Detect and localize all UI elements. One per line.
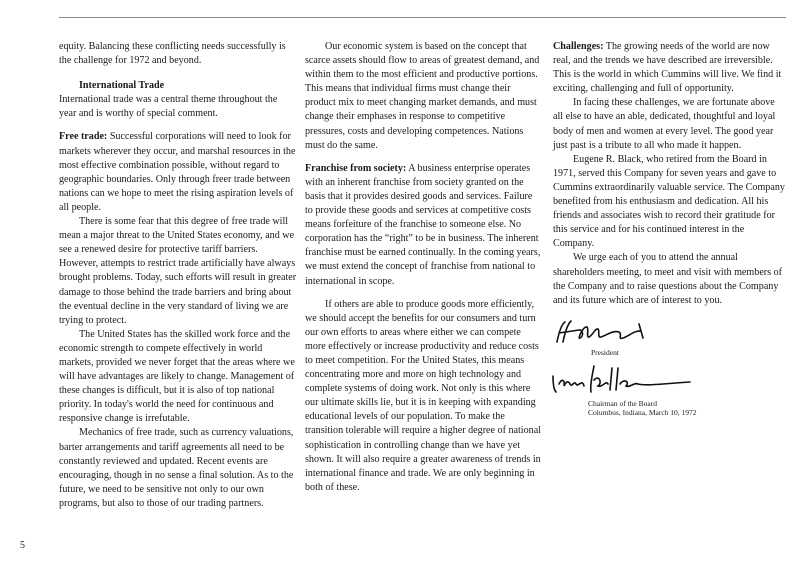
chairman-title-line: Chairman of the Board (588, 398, 657, 408)
page-number: 5 (20, 540, 25, 551)
paragraph (59, 130, 297, 215)
run-in-heading: Challenges: (553, 41, 604, 52)
paragraph (553, 40, 787, 96)
paragraph: Mechanics of free trade, such as currency valuations, barter arrangements and tariff agreements all need to be constantly reviewed and updated. Recent events are encouraging, though in no sense a final solution. As to the future, we need to be sensitive not only to our own programs, but also to those of our trading partners. (59, 427, 294, 509)
signature-block (553, 316, 787, 456)
paragraph: If others are able to produce goods more efficiently, we should accept the benefits for our consumers and turn our own efforts to areas where either we can compete more effectively or increase productivity and reduce costs to meet competition. For the United States, this means concentrating more and more on high technology and complete systems of doing work. Not only is this where our ultimate skills lie, but it is in keeping with expanding educational levels of our population. To make the transition tolerable will require a higher degree of national sophistication in controlling change than we have yet shown. It will also require a greater awareness of trends in international finance and trade. We are only beginning in both of these. (305, 298, 541, 493)
paragraph: We urge each of you to attend the annual shareholders meeting, to meet and visit with members of the Company and to raise questions about the Company and its future which are of interest to you. (553, 252, 783, 306)
paragraph: In facing these challenges, we are fortunate above all else to have an able, dedicated, thoughtful and loyal body of men and women at every level. The good year just past is a tribute to all who made it happen. (553, 97, 776, 151)
president-title: President (591, 347, 619, 357)
paragraph-text: Successful corporations will need to look for markets wherever they occur, and marshal resources in the most effective combination possible, without regard to geographic boundaries. Only through freer trade between nations can we hope to meet the rising aspiration levels of all people. (59, 131, 296, 213)
paragraph: International trade was a central theme throughout the year and is worthy of special comment. (59, 94, 278, 120)
paragraph-text: The growing needs of the world are now real, and the trends we have described are irreversible. This is the world in which Cummins will live. We find it exciting, challenging and full of opportunity. (553, 41, 782, 95)
paragraph (305, 162, 541, 289)
president-signature-icon (553, 318, 663, 346)
paragraph: The United States has the skilled work force and the economic strength to compete effectively in world markets, provided we never forget that the areas where we will have advantages are likely to change. Management of these changes is difficult, but it is also of top national priority. In today's world the need for continuous and responsive change is irrefutable. (59, 328, 295, 425)
run-in-heading: Franchise from society: (305, 162, 407, 174)
column-2 (305, 40, 541, 495)
column-3 (553, 40, 787, 456)
paragraph: Our economic system is based on the concept that scarce assets should flow to areas of greatest demand, and within them to the most efficient and productive portions. This means that individual firms must change their product mix to meet changing market demands, and must change their emphases in response to competitive pressures, costs and developing competences. Nations must do the same. (305, 41, 540, 151)
paragraph: There is some fear that this degree of free trade will mean a major threat to the United States economy, and we see a renewed desire for protective tariff barriers. However, attempts to restrict trade artificially have always brought problems. Today, such efforts will result in greater damage to those behind the trade barriers and bring about the eventual decline in the very standard of living we are trying to protect. (59, 216, 297, 326)
run-in-heading: Free trade: (59, 131, 108, 143)
top-rule (59, 17, 786, 18)
paragraph-text: A business enterprise operates with an inherent franchise from society granted on the basis that it provides desired goods and services. Failure to provide these goods and services at competitive costs means forfeiture of the franchise to someone else. No corporation has the “right” to be in business. The inherent franchise must be earned continually. In the coming years, we must extend the concept of franchise from national to international in scope. (305, 162, 541, 287)
paragraph: Eugene R. Black, who retired from the Board in 1971, served this Company for seven years and gave to Cummins extraordinarily valuable service. The Company benefited from his enthusiasm and dedication. All his friends and associates wish to record their gratitude for this service and for his continued interest in the Company. (553, 153, 785, 250)
place-date: Columbus, Indiana, March 10, 1972 (588, 408, 697, 418)
section-heading: International Trade (79, 80, 165, 92)
chairman-signature-icon (550, 362, 700, 398)
column-1 (59, 40, 297, 511)
chairman-title (588, 399, 697, 418)
paragraph: equity. Balancing these conflicting needs successfully is the challenge for 1972 and beyond. (59, 41, 286, 67)
